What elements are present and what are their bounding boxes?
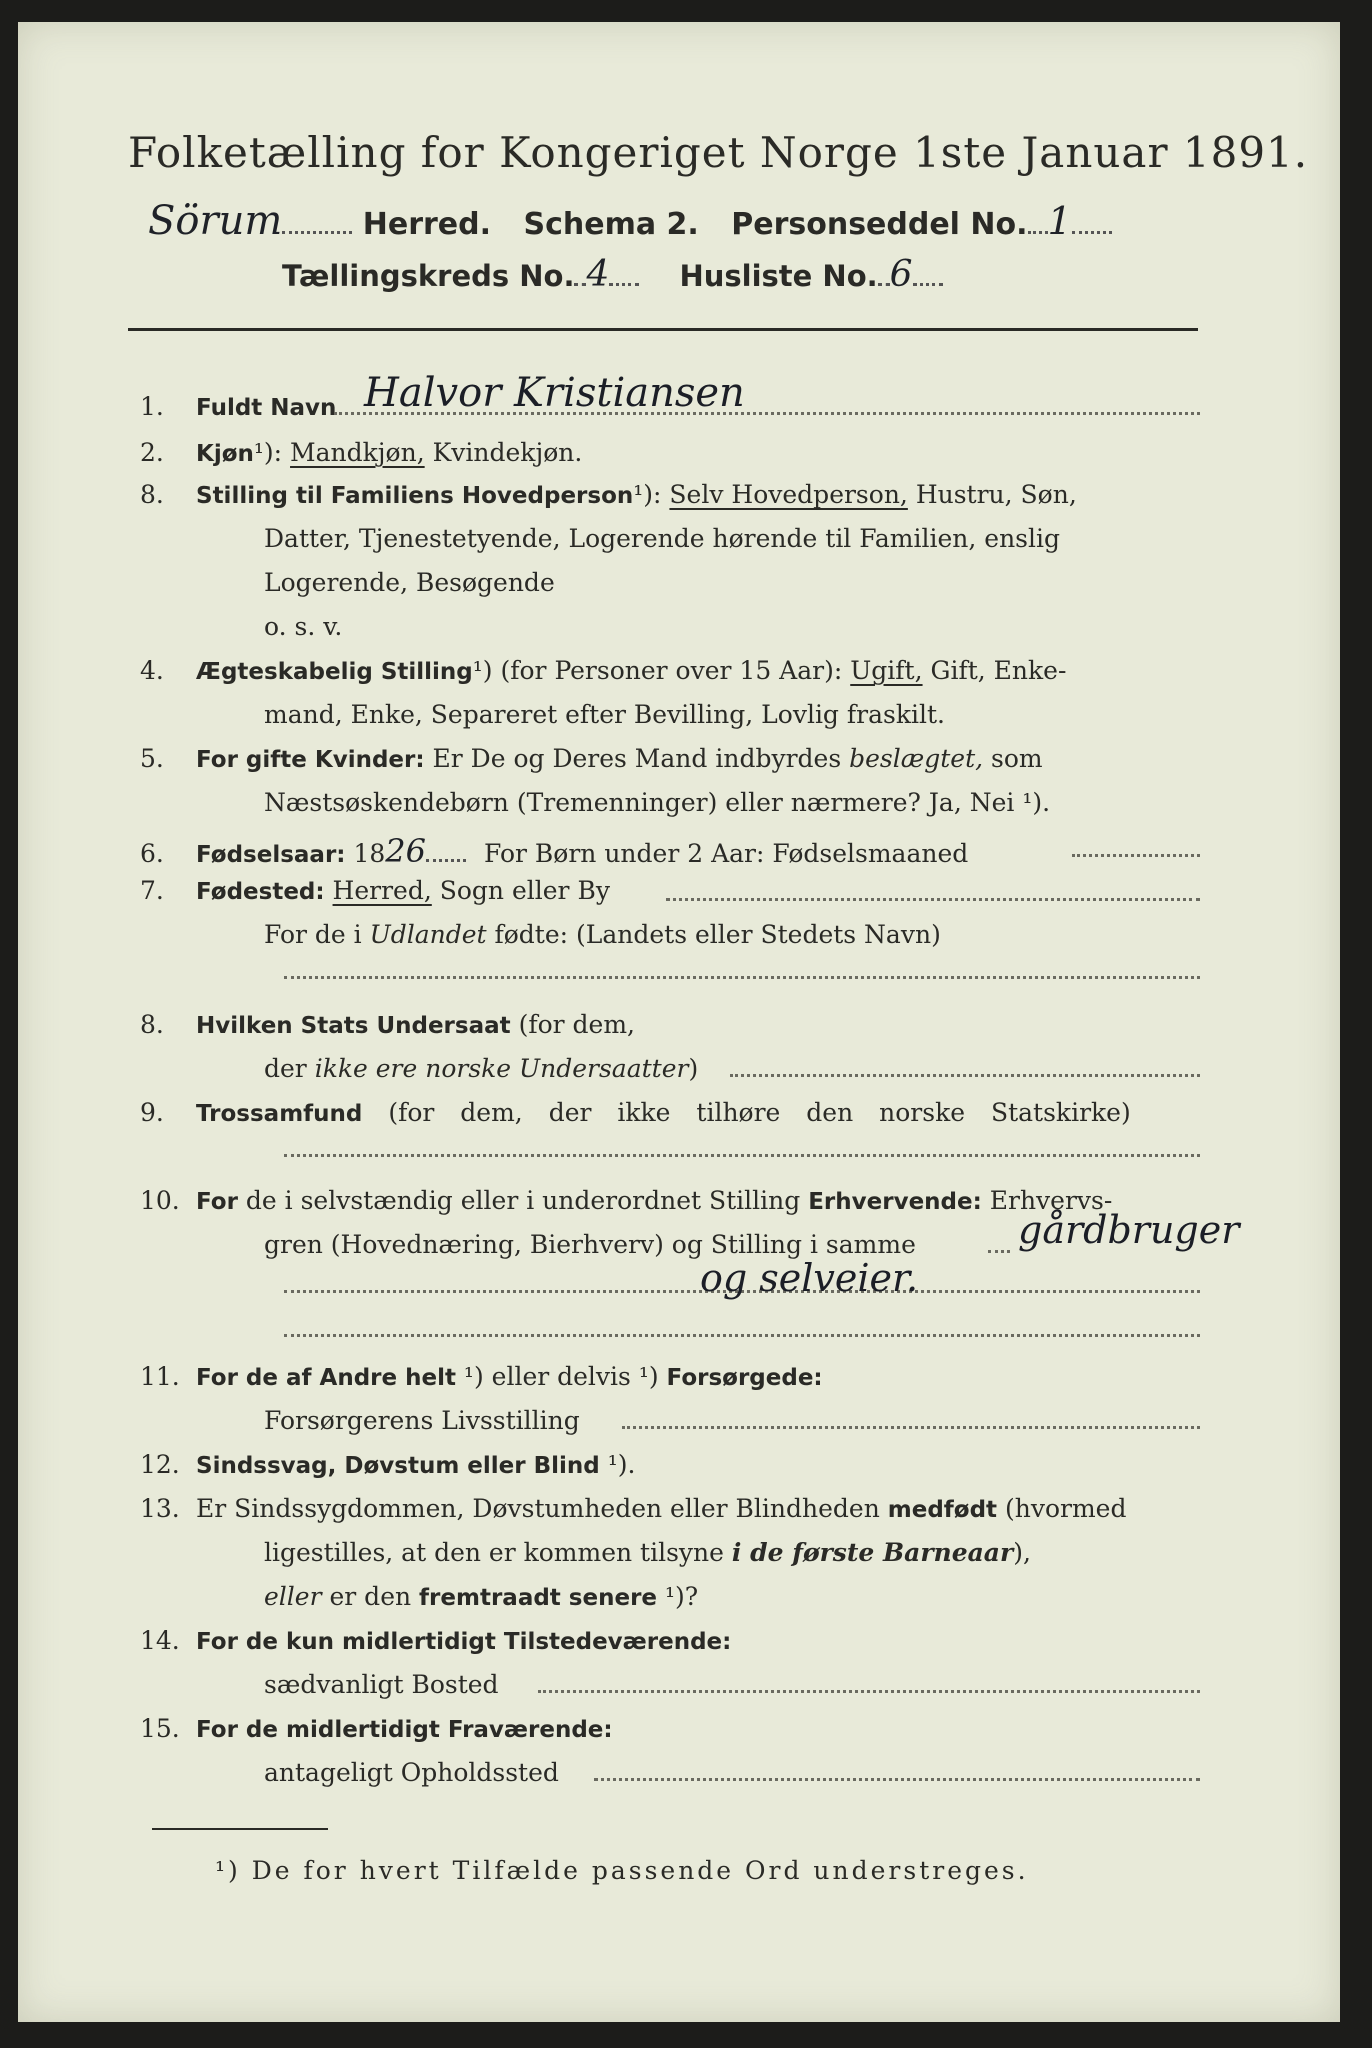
field-15-fravaerende: 15. For de midlertidigt Fraværende: bbox=[140, 1714, 613, 1743]
herred-line: Sörum Herred. Schema 2. Personseddel No. 1 bbox=[148, 198, 1112, 244]
field-14-tilstedevaerende: 14. For de kun midlertidigt Tilstedeværende: bbox=[140, 1626, 732, 1655]
field-3-stilling: 8. Stilling til Familiens Hovedperson¹): Selv Hovedperson, Hustru, Søn, bbox=[140, 480, 1077, 509]
field-12-sindssvag: 12. Sindssvag, Døvstum eller Blind ¹). bbox=[140, 1450, 636, 1479]
personseddel-number: 1 bbox=[1047, 199, 1072, 243]
form-title: Folketælling for Kongeriget Norge 1ste Januar 1891. bbox=[128, 128, 1309, 177]
name-handwritten: Halvor Kristiansen bbox=[364, 370, 745, 416]
field-2-kjon: 2. Kjøn¹): Mandkjøn, Kvindekjøn. bbox=[140, 438, 583, 467]
taellingskreds-line: Tællingskreds No. 4 Husliste No. 6 bbox=[282, 254, 943, 295]
field-9-trossamfund: 9. Trossamfund (for dem, der ikke tilhøre den norske Statskirke) bbox=[140, 1098, 1131, 1127]
occupation-handwritten-2: og selveier. bbox=[700, 1256, 919, 1300]
field-11-forsorgede: 11. For de af Andre helt ¹) eller delvis ¹) Forsørgede: bbox=[140, 1362, 823, 1391]
field-13-medfodt: 13. Er Sindssygdommen, Døvstumheden eller Blindheden medfødt (hvormed bbox=[140, 1494, 1127, 1523]
header-rule bbox=[128, 328, 1198, 331]
kreds-number: 4 bbox=[586, 254, 610, 295]
field-8-undersaat: 8. Hvilken Stats Undersaat (for dem, bbox=[140, 1010, 635, 1039]
footnote: ¹) De for hvert Tilfælde passende Ord understreges. bbox=[215, 1856, 1029, 1885]
birth-year-handwritten: 26 bbox=[385, 832, 426, 870]
field-5-gifte: 5. For gifte Kvinder: Er De og Deres Mand indbyrdes beslægtet, som bbox=[140, 744, 1043, 773]
footnote-rule bbox=[152, 1828, 328, 1830]
husliste-number: 6 bbox=[889, 254, 913, 295]
herred-handwritten: Sörum bbox=[148, 198, 283, 244]
field-7-fodested: 7. Fødested: Herred, Sogn eller By bbox=[140, 876, 610, 905]
field-4-aegteskab: 4. Ægteskabelig Stilling¹) (for Personer over 15 Aar): Ugift, Gift, Enke- bbox=[140, 656, 1067, 685]
field-10-erhverv: 10. For de i selvstændig eller i underordnet Stilling Erhvervende: Erhvervs- bbox=[140, 1186, 1113, 1215]
occupation-handwritten-1: gårdbruger bbox=[1018, 1208, 1240, 1252]
field-1-navn: 1. Fuldt Navn bbox=[140, 392, 337, 421]
field-6-fodselsaar: 6. Fødselsaar: 1826 For Børn under 2 Aar: Fødselsmaaned bbox=[140, 832, 969, 870]
